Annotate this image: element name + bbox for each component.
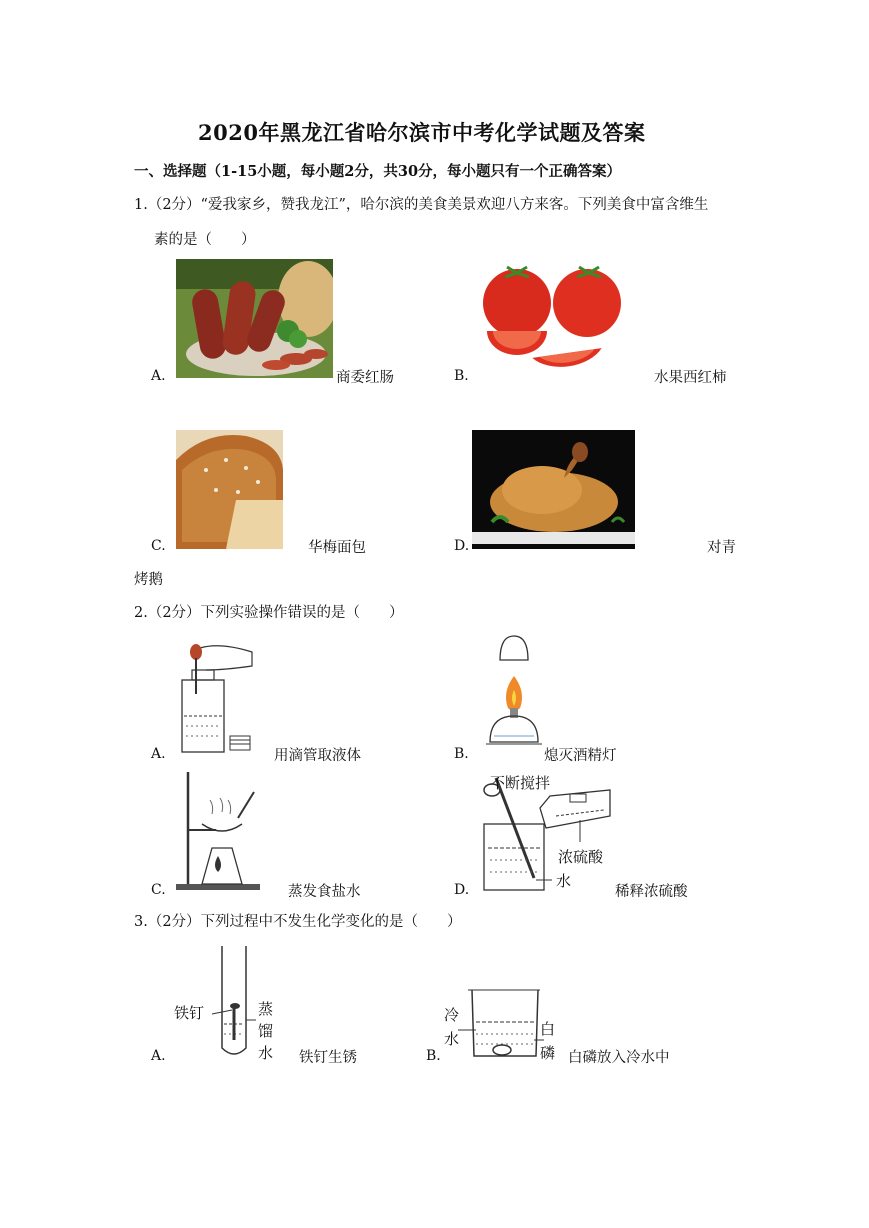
evaporation-diagram xyxy=(172,766,264,892)
option-1c-caption: 华梅面包 xyxy=(308,540,366,556)
section-heading: 一、选择题（1-15小题，每小题2分，共30分，每小题只有一个正确答案） xyxy=(134,163,622,180)
nail-label: 铁钉 xyxy=(174,1004,205,1022)
sausage-photo xyxy=(176,259,333,378)
option-1d-caption: 对青 xyxy=(707,540,736,556)
dropper-bottle-diagram xyxy=(170,640,260,760)
phosphorus-label-1: 白 xyxy=(540,1020,556,1038)
option-2d-letter: D. xyxy=(454,882,470,898)
option-2a-caption: 用滴管取液体 xyxy=(274,748,361,764)
dilute-acid-diagram xyxy=(474,770,616,894)
option-2b-letter: B. xyxy=(454,746,469,762)
cold-water-label-2: 水 xyxy=(444,1030,460,1048)
option-1a-caption: 商委红肠 xyxy=(336,370,394,386)
distilled-label-3: 水 xyxy=(258,1044,274,1060)
question-2-line: 2.（2分）下列实验操作错误的是（ ） xyxy=(134,605,404,621)
page-title: 2020年黑龙江省哈尔滨市中考化学试题及答案 xyxy=(198,120,646,145)
option-2c-caption: 蒸发食盐水 xyxy=(288,884,361,900)
option-2b-caption: 熄灭酒精灯 xyxy=(544,748,617,764)
distilled-label-2: 馏 xyxy=(258,1022,274,1040)
bread-photo xyxy=(176,430,283,549)
tomato-photo xyxy=(477,261,627,379)
option-1d-letter: D. xyxy=(454,538,470,554)
alcohol-lamp-diagram xyxy=(480,632,550,758)
roast-goose-photo xyxy=(472,430,635,549)
option-3a-caption: 铁钉生锈 xyxy=(299,1050,357,1066)
option-2d-caption: 稀释浓硫酸 xyxy=(615,884,688,900)
white-phosphorus-beaker-diagram xyxy=(444,984,566,1064)
question-1-line-2: 素的是（ ） xyxy=(154,232,256,248)
water-label: 水 xyxy=(556,872,572,890)
iron-nail-tube-diagram xyxy=(172,944,282,1060)
option-1b-letter: B. xyxy=(454,368,469,384)
option-1a-letter: A. xyxy=(151,368,166,384)
phosphorus-label-2: 磷 xyxy=(540,1044,556,1062)
option-2c-letter: C. xyxy=(151,882,166,898)
option-2a-letter: A. xyxy=(151,746,166,762)
option-3a-letter: A. xyxy=(151,1048,166,1064)
question-1-line-1: 1.（2分）“爱我家乡，赞我龙江”，哈尔滨的美食美景欢迎八方来客。下列美食中富含维生 xyxy=(134,197,709,213)
option-1b-caption: 水果西红柿 xyxy=(654,370,727,386)
option-1c-letter: C. xyxy=(151,538,166,554)
stir-label: 不断搅拌 xyxy=(490,774,551,792)
option-3b-letter: B. xyxy=(426,1048,441,1064)
option-1d-caption-wrap: 烤鹅 xyxy=(134,572,163,588)
concentrated-acid-label: 浓硫酸 xyxy=(558,848,604,866)
question-3-line: 3.（2分）下列过程中不发生化学变化的是（ ） xyxy=(134,914,462,930)
option-3b-caption: 白磷放入冷水中 xyxy=(568,1050,670,1066)
distilled-label-1: 蒸 xyxy=(258,1000,274,1018)
cold-water-label-1: 冷 xyxy=(444,1006,460,1024)
